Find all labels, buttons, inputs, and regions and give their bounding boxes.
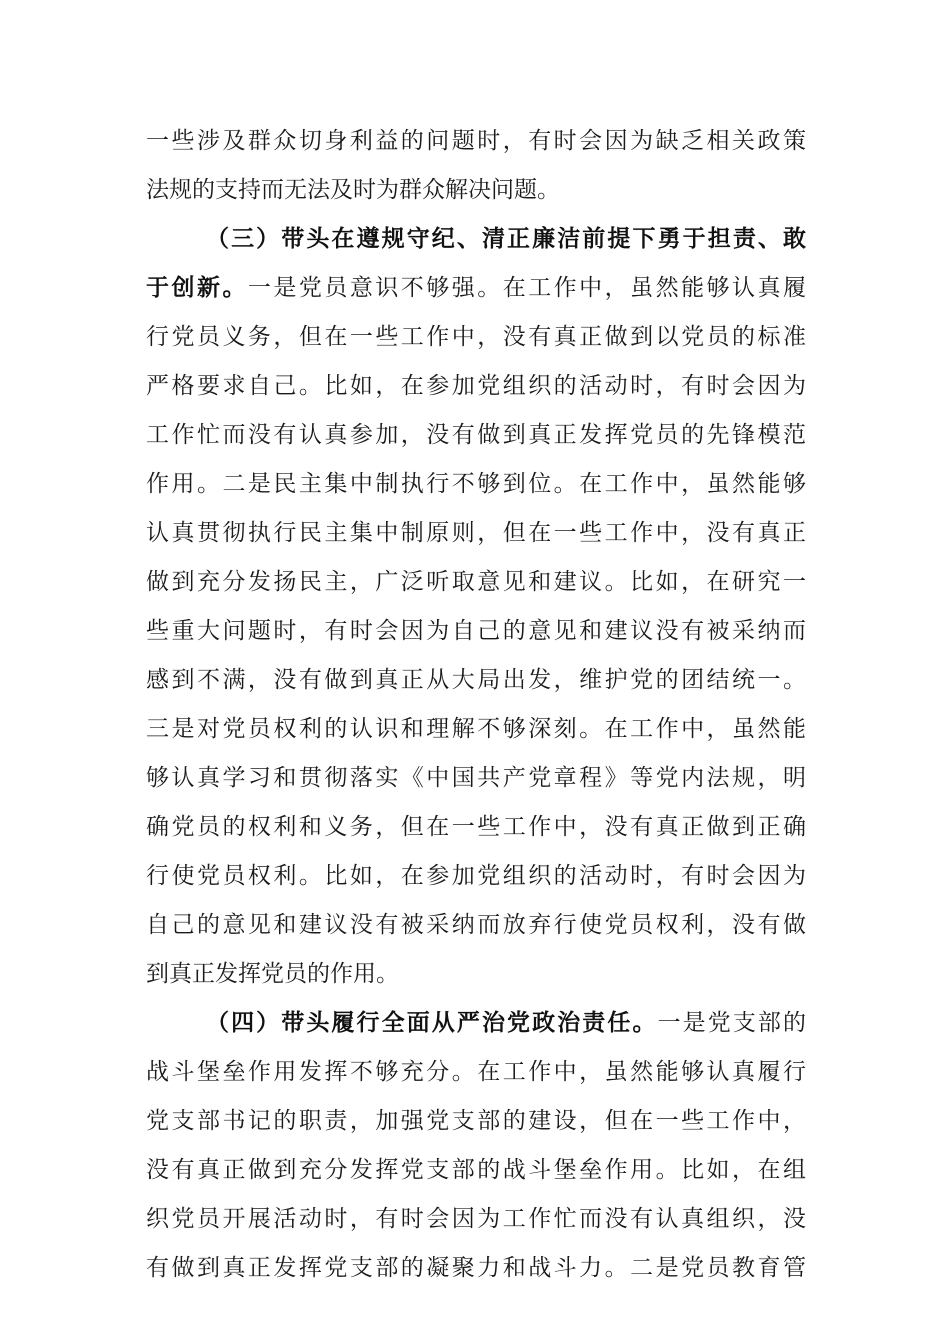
text-line: 够认真学习和贯彻落实《中国共产党章程》等党内法规，明 <box>146 765 806 791</box>
text-line: 织党员开展活动时，有时会因为工作忙而没有认真组织，没 <box>146 1206 806 1232</box>
text-line: 战斗堡垒作用发挥不够充分。在工作中，虽然能够认真履行 <box>146 1059 806 1085</box>
text-line: 到真正发挥党员的作用。 <box>146 961 399 987</box>
text-line: 党支部书记的职责，加强党支部的建设，但在一些工作中， <box>146 1108 806 1134</box>
text-line: 确党员的权利和义务，但在一些工作中，没有真正做到正确 <box>146 814 806 840</box>
text-line: 作用。二是民主集中制执行不够到位。在工作中，虽然能够 <box>146 471 806 497</box>
text-line: 认真贯彻执行民主集中制原则，但在一些工作中，没有真正 <box>146 520 806 546</box>
text-line: 做到充分发扬民主，广泛听取意见和建议。比如，在研究一 <box>146 569 806 595</box>
text-line <box>206 1000 806 1046</box>
text-line: 感到不满，没有做到真正从大局出发，维护党的团结统一。 <box>146 667 806 693</box>
text-line: 没有真正做到充分发挥党支部的战斗堡垒作用。比如，在组 <box>146 1157 806 1183</box>
text-line: 有做到真正发挥党支部的凝聚力和战斗力。二是党员教育管 <box>146 1255 806 1281</box>
section-heading-3-end: 于创新。 <box>146 274 248 301</box>
text-run: 一是党支部的 <box>657 1010 807 1036</box>
text-line: 一些涉及群众切身利益的问题时，有时会因为缺乏相关政策 <box>146 128 806 154</box>
text-line <box>146 265 806 311</box>
text-line: 严格要求自己。比如，在参加党组织的活动时，有时会因为 <box>146 373 806 399</box>
section-heading-3: （三）带头在遵规守纪、清正廉洁前提下勇于担责、敢 <box>206 225 806 252</box>
section-heading-4: （四）带头履行全面从严治党政治责任。 <box>206 1009 658 1036</box>
text-run: 一是党员意识不够强。在工作中，虽然能够认真履 <box>247 275 807 301</box>
text-line: 法规的支持而无法及时为群众解决问题。 <box>146 177 560 203</box>
text-line: 些重大问题时，有时会因为自己的意见和建议没有被采纳而 <box>146 618 806 644</box>
text-line: 工作忙而没有认真参加，没有做到真正发挥党员的先锋模范 <box>146 422 806 448</box>
text-line: 自己的意见和建议没有被采纳而放弃行使党员权利，没有做 <box>146 912 806 938</box>
text-line: 行党员义务，但在一些工作中，没有真正做到以党员的标准 <box>146 324 806 350</box>
text-line: 三是对党员权利的认识和理解不够深刻。在工作中，虽然能 <box>146 716 806 742</box>
text-line: 行使党员权利。比如，在参加党组织的活动时，有时会因为 <box>146 863 806 889</box>
